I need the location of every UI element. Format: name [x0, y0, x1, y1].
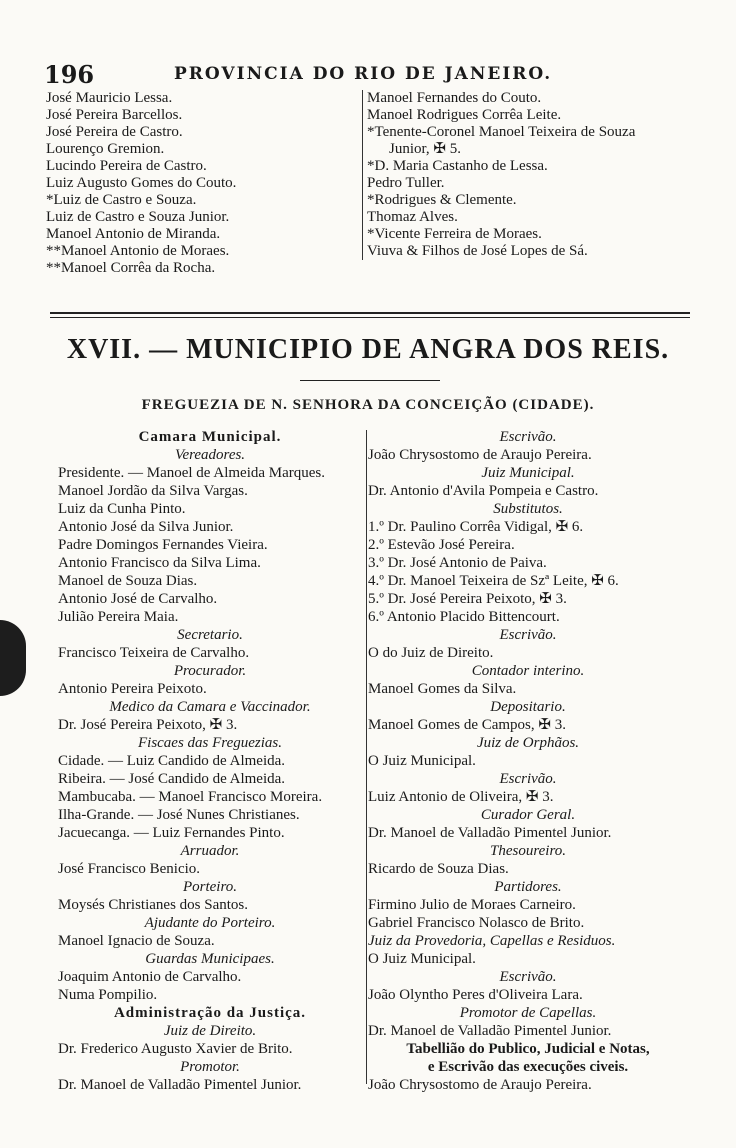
office-heading: Contador interino. — [471, 663, 585, 679]
office-heading: Ajudante do Porteiro. — [144, 915, 276, 931]
office-heading: Escrivão. — [499, 627, 557, 643]
page-header — [44, 60, 704, 89]
office-heading: Depositario. — [490, 699, 566, 715]
list-item: Antonio Pereira Peixoto. — [58, 681, 207, 697]
office-heading: Promotor de Capellas. — [459, 1005, 597, 1021]
section-title: XVII. — MUNICIPIO DE ANGRA DOS REIS. — [66, 334, 670, 365]
list-item: Manoel Jordão da Silva Vargas. — [58, 483, 248, 499]
list-item: Ilha-Grande. — José Nunes Christianes. — [58, 807, 300, 823]
office-heading: Juiz de Orphãos. — [476, 735, 580, 751]
top-left-list — [46, 90, 356, 277]
office-heading: Fiscaes das Freguezias. — [137, 735, 282, 751]
list-item: Firmino Julio de Moraes Carneiro. — [368, 897, 576, 913]
office-heading: Porteiro. — [182, 879, 238, 895]
list-item: O Juiz Municipal. — [368, 753, 476, 769]
list-item: João Chrysostomo de Araujo Pereira. — [368, 1077, 592, 1093]
office-heading: Escrivão. — [499, 429, 557, 445]
list-item: Mambucaba. — Manoel Francisco Moreira. — [58, 789, 323, 805]
list-item: *Vicente Ferreira de Moraes. — [367, 226, 542, 242]
list-item: Dr. Manoel de Valladão Pimentel Junior. — [58, 1077, 302, 1093]
list-item: *D. Maria Castanho de Lessa. — [367, 158, 548, 174]
list-item: José Mauricio Lessa. — [46, 90, 173, 106]
office-heading: Arruador. — [180, 843, 240, 859]
office-heading: Administração da Justiça. — [113, 1005, 307, 1021]
office-heading: Escrivão. — [499, 771, 557, 787]
right-column — [368, 428, 688, 1094]
office-heading: Curador Geral. — [480, 807, 576, 823]
list-item: 3.º Dr. José Antonio de Paiva. — [368, 555, 547, 571]
list-item: Thomaz Alves. — [367, 209, 458, 225]
list-item: Dr. Manoel de Valladão Pimentel Junior. — [368, 1023, 612, 1039]
list-item: Lucindo Pereira de Castro. — [46, 158, 207, 174]
list-item: Junior, ✠ 5. — [389, 141, 461, 157]
list-item: 4.º Dr. Manoel Teixeira de Szª Leite, ✠ 6. — [368, 573, 619, 589]
page-number: 196 — [44, 60, 95, 89]
list-item: Luiz Augusto Gomes do Couto. — [46, 175, 237, 191]
section-divider — [50, 312, 690, 318]
list-item: Luiz da Cunha Pinto. — [58, 501, 186, 517]
office-heading: Substitutos. — [493, 501, 563, 517]
office-heading: Camara Municipal. — [138, 429, 282, 445]
office-heading: Juiz da Provedoria, Capellas e Residuos. — [368, 933, 616, 949]
list-item: Gabriel Francisco Nolasco de Brito. — [368, 915, 585, 931]
office-heading: Escrivão. — [499, 969, 557, 985]
list-item: Dr. José Pereira Peixoto, ✠ 3. — [58, 717, 238, 733]
office-heading: Tabellião do Publico, Judicial e Notas, — [406, 1041, 650, 1057]
list-item: 1.º Dr. Paulino Corrêa Vidigal, ✠ 6. — [368, 519, 584, 535]
list-item: Cidade. — Luiz Candido de Almeida. — [58, 753, 286, 769]
list-item: 5.º Dr. José Pereira Peixoto, ✠ 3. — [368, 591, 567, 607]
list-item: O do Juiz de Direito. — [368, 645, 494, 661]
list-item: Luiz Antonio de Oliveira, ✠ 3. — [368, 789, 554, 805]
list-item: *Luiz de Castro e Souza. — [46, 192, 197, 208]
list-item: Manoel Ignacio de Souza. — [58, 933, 215, 949]
title-rule — [300, 380, 440, 381]
list-item: Numa Pompilio. — [58, 987, 158, 1003]
list-item: Francisco Teixeira de Carvalho. — [58, 645, 250, 661]
list-item: *Tenente-Coronel Manoel Teixeira de Souza — [367, 124, 636, 140]
office-heading: Partidores. — [494, 879, 562, 895]
list-item: Joaquim Antonio de Carvalho. — [58, 969, 242, 985]
top-right-list — [362, 90, 707, 260]
list-item: Lourenço Gremion. — [46, 141, 165, 157]
freguezia-title: FREGUEZIA DE N. SENHORA DA CONCEIÇÃO (CIDADE). — [141, 397, 595, 413]
list-item: Dr. Frederico Augusto Xavier de Brito. — [58, 1041, 293, 1057]
list-item: José Pereira de Castro. — [46, 124, 183, 140]
list-item: Manoel Rodrigues Corrêa Leite. — [367, 107, 562, 123]
list-item: João Chrysostomo de Araujo Pereira. — [368, 447, 592, 463]
list-item: Antonio José da Silva Junior. — [58, 519, 234, 535]
list-item: Padre Domingos Fernandes Vieira. — [58, 537, 268, 553]
list-item: José Francisco Benicio. — [58, 861, 201, 877]
list-item: José Pereira Barcellos. — [46, 107, 183, 123]
list-item: Jacuecanga. — Luiz Fernandes Pinto. — [58, 825, 285, 841]
office-heading: Procurador. — [173, 663, 247, 679]
list-item: Ricardo de Souza Dias. — [368, 861, 509, 877]
office-heading: Guardas Municipaes. — [145, 951, 275, 967]
list-item: Presidente. — Manoel de Almeida Marques. — [58, 465, 326, 481]
list-item: Manoel de Souza Dias. — [58, 573, 198, 589]
list-item: Manoel Gomes da Silva. — [368, 681, 517, 697]
list-item: Manoel Antonio de Miranda. — [46, 226, 221, 242]
list-item: João Olyntho Peres d'Oliveira Lara. — [368, 987, 583, 1003]
list-item: Manoel Gomes de Campos, ✠ 3. — [368, 717, 566, 733]
office-heading: Juiz de Direito. — [163, 1023, 257, 1039]
list-item: 2.º Estevão José Pereira. — [368, 537, 515, 553]
left-column — [58, 428, 362, 1094]
list-item: O Juiz Municipal. — [368, 951, 476, 967]
list-item: Antonio Francisco da Silva Lima. — [58, 555, 261, 571]
list-item: Manoel Fernandes do Couto. — [367, 90, 542, 106]
list-item: Moysés Christianes dos Santos. — [58, 897, 249, 913]
list-item: 6.º Antonio Placido Bittencourt. — [368, 609, 560, 625]
office-heading: Medico da Camara e Vaccinador. — [109, 699, 311, 715]
list-item: Dr. Antonio d'Avila Pompeia e Castro. — [368, 483, 599, 499]
list-item: **Manoel Antonio de Moraes. — [46, 243, 230, 259]
office-heading: Juiz Municipal. — [481, 465, 575, 481]
list-item: Pedro Tuller. — [367, 175, 445, 191]
office-heading: Secretario. — [177, 627, 243, 643]
list-item: Luiz de Castro e Souza Junior. — [46, 209, 230, 225]
list-item: Julião Pereira Maia. — [58, 609, 179, 625]
list-item: Viuva & Filhos de José Lopes de Sá. — [367, 243, 588, 259]
list-item: Dr. Manoel de Valladão Pimentel Junior. — [368, 825, 612, 841]
list-item: *Rodrigues & Clemente. — [367, 192, 517, 208]
list-item: **Manoel Corrêa da Rocha. — [46, 260, 216, 276]
list-item: Ribeira. — José Candido de Almeida. — [58, 771, 286, 787]
office-heading: Thesoureiro. — [490, 843, 566, 859]
page-title: PROVINCIA DO RIO DE JANEIRO. — [174, 64, 553, 84]
column-divider — [366, 430, 367, 1084]
office-heading: e Escrivão das execuções civeis. — [427, 1059, 629, 1075]
office-heading: Vereadores. — [174, 447, 246, 463]
list-item: Antonio José de Carvalho. — [58, 591, 218, 607]
office-heading: Promotor. — [180, 1059, 240, 1075]
binding-ornament — [0, 620, 26, 696]
